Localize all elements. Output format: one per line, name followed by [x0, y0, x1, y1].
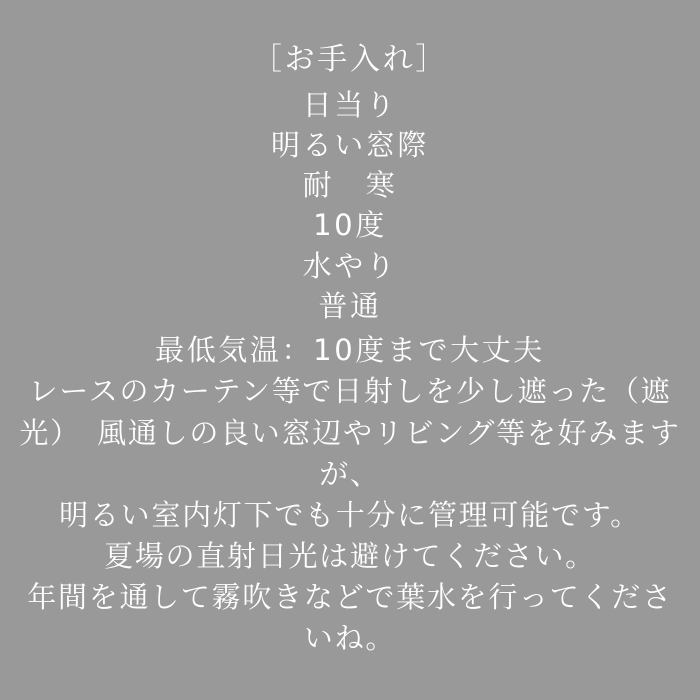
care-paragraph-1: レースのカーテン等で日射しを少し遮った（遮光） 風通しの良い窓辺やリビング等を好みますが、 [19, 374, 681, 491]
care-paragraph-3: 夏場の直射日光は避けてください。 [104, 539, 596, 574]
care-paragraph-4: 年間を通して霧吹きなどで葉水を行ってくださいね。 [27, 580, 673, 656]
care-heading: ［お手入れ］ [251, 42, 449, 77]
care-field-label-cold-hardiness: 耐 寒 [302, 168, 398, 203]
minimum-temperature-note: 最低気温：10度まで大丈夫 [155, 333, 545, 368]
care-field-value-sunlight: 明るい窓際 [270, 127, 430, 162]
care-paragraph-2: 明るい室内灯下でも十分に管理可能です。 [59, 497, 641, 532]
care-field-value-watering: 普通 [318, 288, 382, 323]
care-field-label-sunlight: 日当り [302, 87, 398, 122]
care-field-value-cold-hardiness: 10度 [313, 208, 387, 243]
care-field-label-watering: 水やり [302, 248, 398, 283]
care-description [14, 371, 686, 659]
